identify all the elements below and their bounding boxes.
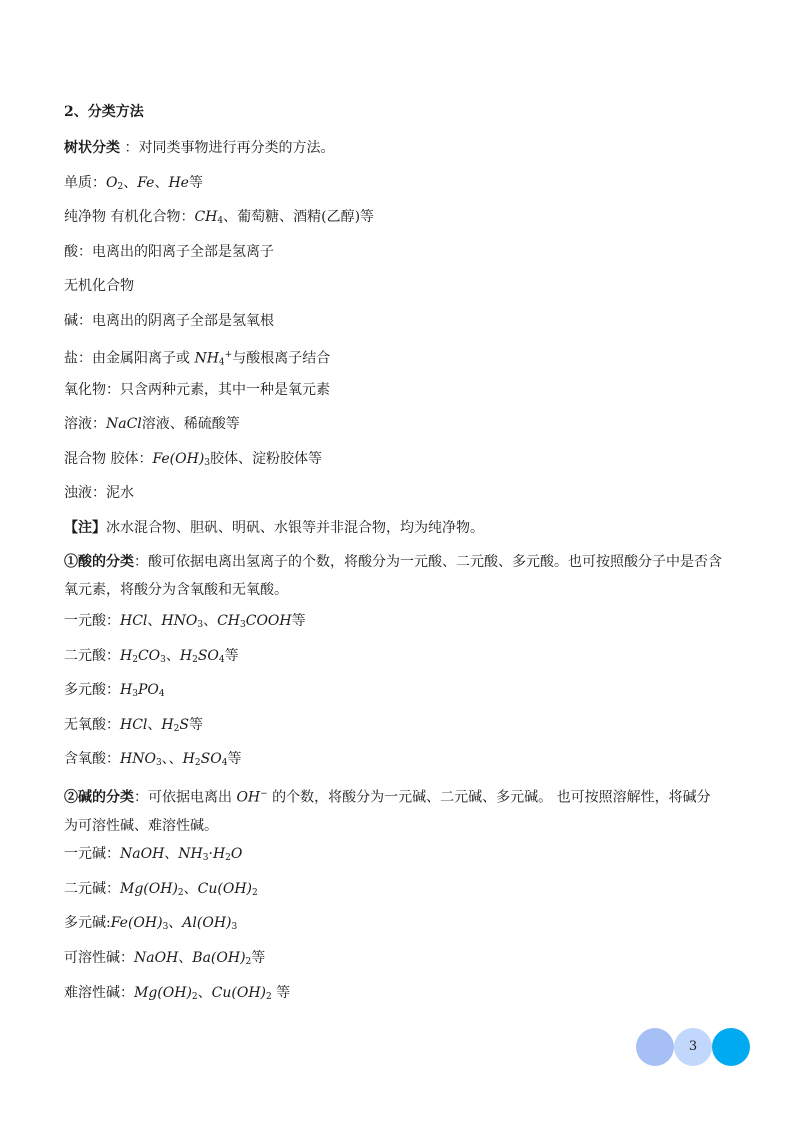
label: 纯净物 有机化合物： [64, 209, 195, 225]
tail-text: 等 [271, 985, 291, 1001]
formula: NaOH [120, 846, 165, 862]
separator: 、 [178, 950, 193, 966]
formula: Ba(OH) [192, 950, 246, 966]
formula: Mg(OH) [134, 985, 192, 1001]
formula: S [179, 717, 189, 733]
formula: SO [197, 648, 219, 664]
subscript: 3 [162, 922, 169, 932]
tail-text: 与酸根离子结合 [232, 350, 331, 367]
label: 多元酸： [64, 682, 120, 698]
formula: NaOH [134, 950, 179, 966]
subscript: 4 [218, 357, 225, 368]
separator: 、 [203, 613, 218, 629]
label: 溶液： [64, 416, 106, 432]
subscript: 3 [160, 655, 166, 665]
base-text: 的个数，将酸分为一元碱、二元碱、多元碱。 也可按照溶解性，将碱分为可溶性碱、难溶性碱。 [64, 789, 711, 834]
tail-text: 、葡萄糖、酒精(乙醇)等 [223, 209, 375, 225]
subscript: 2 [194, 758, 201, 768]
formula: Cu(OH) [197, 881, 252, 897]
subscript: 4 [221, 758, 228, 768]
monoacidic-base-line [64, 844, 242, 868]
inorganic-line: 无机化合物 [64, 278, 134, 294]
tail-text: 等 [291, 613, 306, 629]
formula: Mg(OH) [120, 881, 178, 897]
monoprotic-acid-line [64, 611, 306, 635]
subscript: 2 [177, 888, 184, 898]
page-number-badge [636, 1028, 750, 1066]
page-number: 3 [688, 1039, 698, 1054]
subscript: 2 [225, 853, 231, 863]
subscript: 3 [132, 689, 138, 699]
separator: 、 [154, 175, 169, 191]
tail-text: 等 [227, 751, 242, 767]
superscript: + [224, 350, 233, 360]
label: 可溶性碱： [64, 950, 134, 966]
subscript: 2 [192, 655, 198, 665]
formula: O [230, 846, 243, 862]
formula: HNO [120, 751, 156, 767]
label: 一元酸： [64, 613, 120, 629]
label: 难溶性碱： [64, 985, 134, 1001]
subscript: 2 [117, 182, 124, 192]
note-line [64, 518, 484, 538]
label: 含氧酸： [64, 751, 120, 767]
tail-text: 等 [251, 950, 266, 966]
formula: Fe(OH) [110, 915, 163, 931]
label: 多元碱: [64, 915, 111, 931]
formula: H [120, 648, 133, 664]
base-term: ②碱的分类 [64, 789, 134, 806]
formula: H [161, 717, 174, 733]
separator: 、 [164, 846, 179, 862]
acid-term: ①酸的分类 [64, 554, 134, 570]
note-tag: 【注】 [64, 520, 106, 536]
subscript: 2 [132, 655, 138, 665]
formula: CH [217, 613, 240, 629]
elemental-line [64, 173, 203, 197]
separator: 、 [147, 613, 162, 629]
acid-text: ：酸可依据电离出氢离子的个数，将酸分为一元酸、二元酸、多元酸。也可按照酸分子中是否含氧元素，将酸分为含氧酸和无氧酸。 [64, 554, 722, 598]
separator: 、 [165, 648, 180, 664]
subscript: 4 [217, 216, 224, 226]
oxide-def-line: 氧化物：只含两种元素，其中一种是氧元素 [64, 382, 330, 398]
subscript: 3 [155, 758, 162, 768]
subscript: 4 [218, 655, 225, 665]
separator: 、、 [161, 751, 183, 767]
note-text: 冰水混合物、胆矾、明矾、水银等并非混合物，均为纯净物。 [106, 520, 484, 536]
subscript: 3 [197, 620, 204, 630]
solution-line [64, 414, 240, 434]
subscript: 3 [204, 458, 211, 468]
tail-text: 胶体、淀粉胶体等 [210, 451, 323, 467]
tail-text: 溶液、稀硫酸等 [141, 416, 240, 432]
label: 一元碱： [64, 846, 120, 862]
subscript: 3 [202, 853, 209, 863]
label: 单质： [64, 175, 106, 191]
oxyacid-line [64, 749, 241, 773]
soluble-base-line [64, 948, 265, 972]
formula: HCl [120, 717, 148, 733]
formula: HCl [120, 613, 148, 629]
formula: NaCl [106, 416, 142, 432]
formula: Al(OH) [182, 915, 232, 931]
diprotic-acid-line [64, 646, 239, 670]
base-def-line: 碱：电离出的阴离子全部是氢氧根 [64, 313, 274, 329]
label: 混合物 胶体： [64, 451, 153, 467]
section-heading: 2、分类方法 [64, 104, 144, 120]
separator: 、 [197, 985, 212, 1001]
separator: 、 [147, 717, 162, 733]
subscript: 2 [252, 888, 258, 898]
subscript: 2 [245, 957, 252, 967]
separator: 、 [123, 175, 138, 191]
diacidic-base-line [64, 879, 258, 903]
acid-def-line: 酸：电离出的阳离子全部是氢离子 [64, 244, 274, 260]
tail-text: 等 [188, 175, 203, 191]
tree-classification-line [64, 138, 334, 158]
polyprotic-acid-line [64, 680, 165, 704]
subscript: 3 [231, 922, 238, 932]
label: 盐：由金属阳离子或 [64, 350, 195, 367]
formula: OH [236, 789, 261, 806]
insoluble-base-line [64, 983, 290, 1007]
formula: CH [194, 209, 218, 225]
tree-term: 树状分类 [64, 140, 120, 156]
pure-organic-line [64, 207, 374, 231]
formula: ·H [208, 846, 226, 862]
formula: Cu(OH) [211, 985, 266, 1001]
formula: CO [137, 648, 161, 664]
formula: Fe [137, 175, 155, 191]
formula: PO [137, 682, 159, 698]
suspension-line: 浊液：泥水 [64, 485, 134, 501]
oxygen-free-acid-line [64, 715, 203, 739]
separator: 、 [168, 915, 183, 931]
formula: COOH [245, 613, 292, 629]
superscript: − [260, 789, 268, 799]
formula: H [120, 682, 133, 698]
base-text: ：可依据电离出 [134, 789, 237, 806]
polyacidic-base-line [64, 913, 237, 937]
label: 二元碱： [64, 881, 120, 897]
formula: He [168, 175, 189, 191]
formula: NH [194, 350, 219, 367]
colloid-line [64, 449, 322, 473]
acid-classification-paragraph [64, 548, 724, 604]
decorative-circle-left [636, 1028, 674, 1066]
tail-text: 等 [188, 717, 203, 733]
tree-definition: ：对同类事物进行再分类的方法。 [120, 140, 335, 156]
label: 无氧酸： [64, 717, 120, 733]
tail-text: 等 [224, 648, 239, 664]
base-classification-paragraph [64, 780, 724, 840]
formula: H [179, 648, 193, 664]
decorative-circle-right [712, 1028, 750, 1066]
label: 二元酸： [64, 648, 120, 664]
formula: Fe(OH) [152, 451, 205, 467]
formula: H [182, 751, 195, 767]
formula: HNO [161, 613, 198, 629]
formula: SO [200, 751, 222, 767]
salt-def-line [64, 345, 330, 373]
subscript: 2 [173, 724, 180, 734]
formula: NH [178, 846, 203, 862]
subscript: 3 [240, 620, 246, 630]
subscript: 4 [158, 689, 165, 699]
separator: 、 [183, 881, 198, 897]
formula: O [106, 175, 118, 191]
subscript: 2 [266, 992, 272, 1002]
subscript: 2 [191, 992, 198, 1002]
